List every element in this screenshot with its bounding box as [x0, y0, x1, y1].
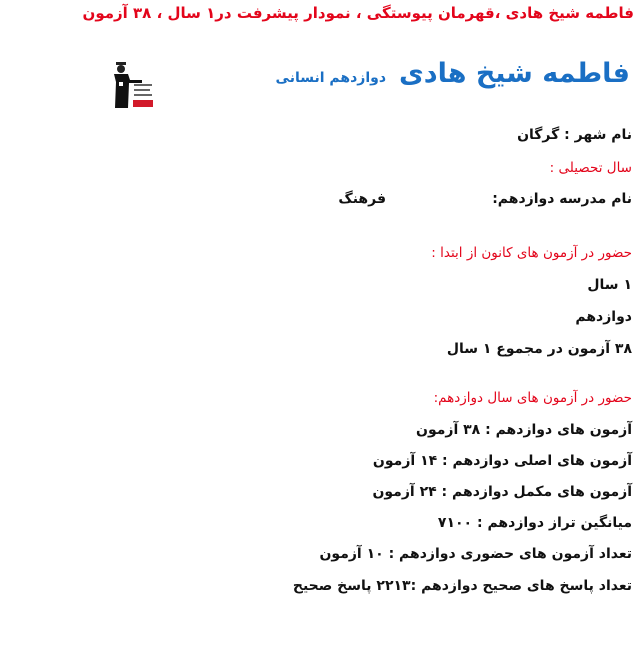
- attendance-since-start-heading: حضور در آزمون های کانون از ابتدا :: [431, 245, 632, 261]
- student-name: فاطمه شیخ هادی: [398, 58, 630, 89]
- attendance-line: ۳۸ آزمون در مجموع ۱ سال: [446, 341, 632, 357]
- grade12-stat-line: تعداد آزمون های حضوری دوازدهم : ۱۰ آزمون: [319, 546, 632, 562]
- grade12-stat-line: میانگین تراز دوازدهم : ۷۱۰۰: [437, 515, 632, 531]
- grade12-stat-line: آزمون های دوازدهم : ۳۸ آزمون: [416, 422, 632, 438]
- city-line: نام شهر : گرگان: [517, 127, 632, 143]
- grade-label: دوازدهم انسانی: [275, 70, 386, 86]
- page-top-title: فاطمه شیخ هادی ،قهرمان پیوستگی ، نمودار پیشرفت در۱ سال ، ۳۸ آزمون: [82, 4, 634, 22]
- grade12-stat-line: آزمون های مکمل دوازدهم : ۲۴ آزمون: [372, 484, 632, 500]
- school-value: فرهنگ: [338, 191, 386, 207]
- grade12-stat-line: تعداد پاسخ های صحیح دوازدهم :۲۲۱۳ پاسخ صحیح: [292, 578, 632, 594]
- attendance-line: ۱ سال: [587, 277, 632, 293]
- grade12-stat-line: آزمون های اصلی دوازدهم : ۱۴ آزمون: [372, 453, 632, 469]
- attendance-grade12-heading: حضور در آزمون های سال دوازدهم:: [433, 390, 632, 406]
- graduate-logo-icon: [112, 60, 158, 110]
- attendance-line: دوازدهم: [575, 309, 632, 325]
- academic-year-label: سال تحصیلی :: [549, 160, 632, 176]
- school-label: نام مدرسه دوازدهم:: [492, 191, 632, 207]
